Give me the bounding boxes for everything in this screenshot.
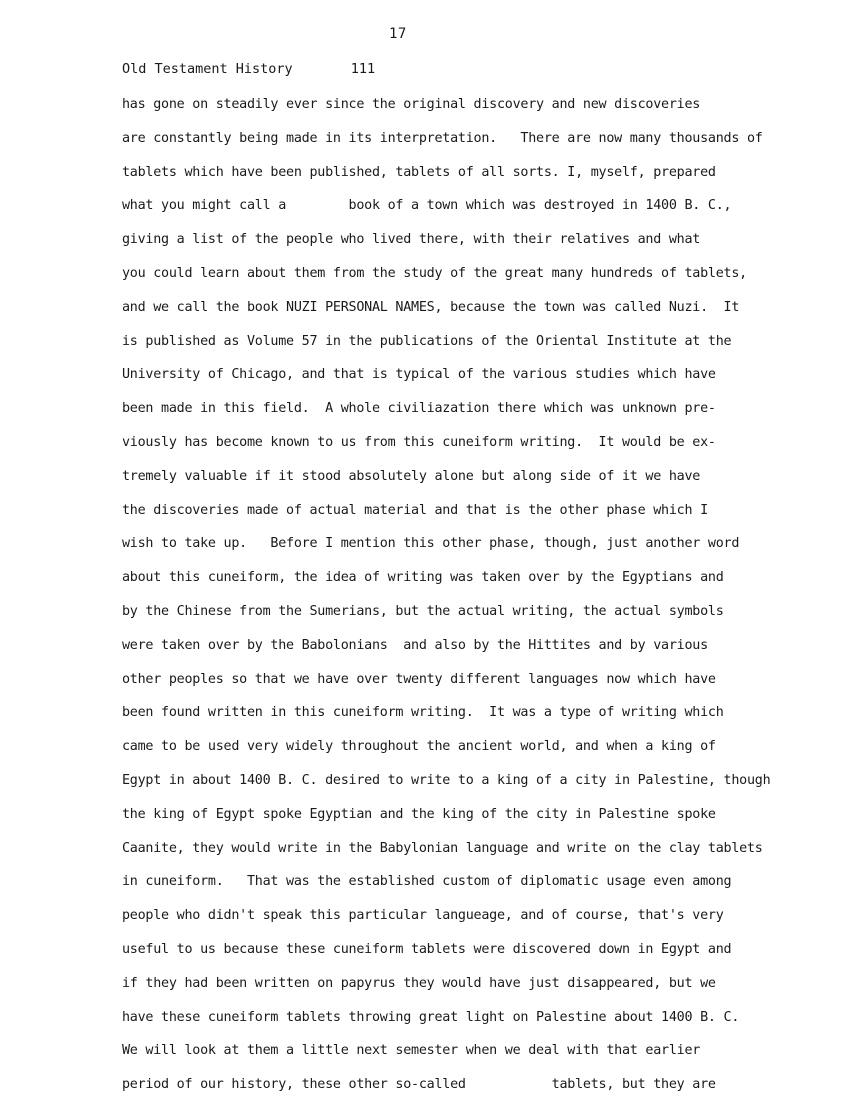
text-line: is published as Volume 57 in the publications of the Oriental Institute at the [122, 333, 732, 349]
text-line: the discoveries made of actual material and that is the other phase which I [122, 502, 708, 518]
text-line: giving a list of the people who lived there, with their relatives and what [122, 232, 701, 248]
text-line: tremely valuable if it stood absolutely alone but along side of it we have [122, 468, 701, 484]
text-line: if they had been written on papyrus they would have just disappeared, but we [122, 975, 716, 991]
text-line: been made in this field. A whole civiliazation there which was unknown pre- [122, 401, 716, 417]
body-text [122, 95, 822, 1109]
text-line: useful to us because these cuneiform tablets were discovered down in Egypt and [122, 941, 732, 957]
text-line: period of our history, these other so-called tablets, but they are [122, 1077, 716, 1093]
text-line: Egypt in about 1400 B. C. desired to write to a king of a city in Palestine, though [122, 772, 771, 788]
text-line: other peoples so that we have over twenty different languages now which have [122, 671, 716, 687]
page-number: 17 [389, 26, 407, 42]
text-line: about this cuneiform, the idea of writing was taken over by the Egyptians and [122, 570, 724, 586]
course-title: Old Testament History [122, 61, 293, 77]
text-line: what you might call a book of a town which was destroyed in 1400 B. C., [122, 198, 732, 214]
text-line: wish to take up. Before I mention this other phase, though, just another word [122, 536, 740, 552]
text-line: the king of Egypt spoke Egyptian and the king of the city in Palestine spoke [122, 806, 716, 822]
text-line: came to be used very widely throughout the ancient world, and when a king of [122, 739, 716, 755]
text-line: We will look at them a little next semester when we deal with that earlier [122, 1043, 701, 1059]
text-line: people who didn't speak this particular langueage, and of course, that's very [122, 908, 724, 924]
course-code: 111 [350, 61, 376, 77]
running-header [122, 61, 375, 77]
text-line: been found written in this cuneiform writing. It was a type of writing which [122, 705, 724, 721]
text-line: in cuneiform. That was the established custom of diplomatic usage even among [122, 874, 732, 890]
text-line: are constantly being made in its interpretation. There are now many thousands of [122, 130, 763, 146]
text-line: have these cuneiform tablets throwing great light on Palestine about 1400 B. C. [122, 1009, 740, 1025]
text-line: Caanite, they would write in the Babylonian language and write on the clay tablets [122, 840, 763, 856]
text-line: were taken over by the Babolonians and also by the Hittites and by various [122, 637, 708, 653]
text-line: you could learn about them from the study of the great many hundreds of tablets, [122, 265, 747, 281]
text-line: has gone on steadily ever since the original discovery and new discoveries [122, 97, 701, 112]
text-line: University of Chicago, and that is typical of the various studies which have [122, 367, 716, 383]
text-line: and we call the book NUZI PERSONAL NAMES, because the town was called Nuzi. It [122, 299, 740, 315]
text-line: viously has become known to us from this cuneiform writing. It would be ex- [122, 434, 716, 450]
text-line: by the Chinese from the Sumerians, but the actual writing, the actual symbols [122, 603, 724, 619]
text-line: tablets which have been published, tablets of all sorts. I, myself, prepared [122, 164, 716, 180]
